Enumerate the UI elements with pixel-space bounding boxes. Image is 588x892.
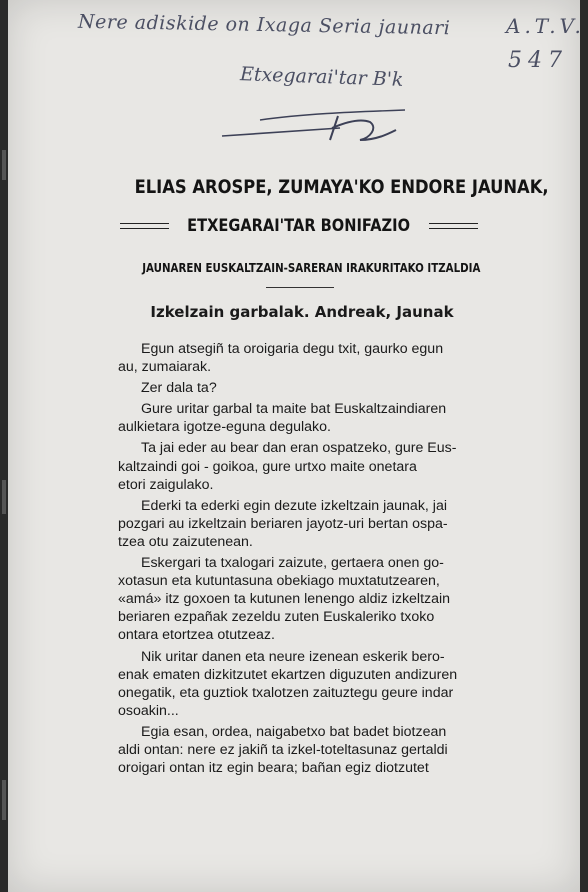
text-line: oroigari ontan itz egin beara; bañan egiz diotzutet [118,760,429,777]
text-line: Ta jai eder au bear dan eran ospatzeko, gure Eus- [141,440,457,457]
paragraph [118,554,480,644]
paragraph-gap [118,777,480,780]
paragraph [118,648,480,720]
signature-flourish [220,104,410,144]
book-page [8,0,585,892]
text-line: tzea otu zaizutenean. [118,533,253,550]
binding-shadow [2,480,6,514]
binding-shadow [2,150,6,180]
title-line-2: ETXEGARAI'TAR BONIFAZIO [187,216,411,236]
paragraph [118,497,480,551]
handwritten-dedication-signoff: Etxegarai'tar B'k [239,63,404,91]
paragraph [118,439,480,493]
paragraph [118,340,480,376]
text-line: Eskergari ta txalogari zaizute, gertaera onen go- [141,555,444,572]
paragraph [118,400,480,436]
text-line: beriaren ezpañak zezeldu zuten Euskaleriko txoko [118,609,435,626]
salutation: Izkelzain garbalak. Andreak, Jaunak [150,303,454,321]
text-line: Gure uritar garbal ta maite bat Euskaltzaindiaren [141,401,447,418]
title-line-2-row [120,216,478,236]
handwritten-dedication: Nere adiskide on Ixaga Seria jaunari [77,10,451,40]
text-line: kaltzaindi goi - goikoa, gure urtxo maite onetara [118,458,417,475]
paragraph [118,723,480,777]
text-line: Egia esan, ordea, naigabetxo bat badet biotzean [141,723,447,740]
text-line: au, zumaiarak. [118,359,212,376]
text-line: Ederki ta ederki egin dezute izkeltzain jaunak, jai [141,497,447,514]
text-line: Nik uritar danen eta neure izenean eskerik bero- [141,648,445,665]
binding-shadow [2,780,6,820]
text-line: ontara etortzea otutzeaz. [118,627,275,644]
text-line: xotasun eta kutuntasuna obekiago muxtatutzearen, [118,573,440,590]
double-rule-left [120,223,169,229]
text-line: «amá» itz goxoen ta kutunen lenengo aldiz izkeltzain [118,591,451,608]
text-line: osoakin... [118,702,179,719]
double-rule-right [429,223,478,229]
title-line-1: ELIAS AROSPE, ZUMAYA'KO ENDORE JAUNAK, [134,176,549,198]
text-line: Egun atsegiñ ta oroigaria degu txit, gaurko egun [141,341,444,357]
text-line: aldi ontan: nere ez jakiñ ta izkel-toteltasunaz gertaldi [118,741,448,758]
text-line: Zer dala ta? [141,380,217,397]
handwritten-catalog-ref: A.T.V. [506,14,585,38]
text-line: aulkietara igotze-eguna degulako. [118,419,331,436]
speech-body [118,340,480,780]
paragraph [118,379,480,397]
section-divider [266,287,334,288]
text-line: pozgari au izkeltzain beriaren jayotz-uri bertan ospa- [118,515,448,532]
title-line-3: JAUNAREN EUSKALTZAIN-SARERAN IRAKURITAKO ITZALDIA [142,260,481,275]
handwritten-catalog-number: 547 [508,48,568,73]
text-line: etori zaigulako. [118,476,214,493]
text-line: onegatik, eta guztiok txalotzen zaituztegu geure indar [118,684,454,701]
text-line: enak ematen dizkitzutet ekartzen diguzuten andizuren [118,666,458,683]
